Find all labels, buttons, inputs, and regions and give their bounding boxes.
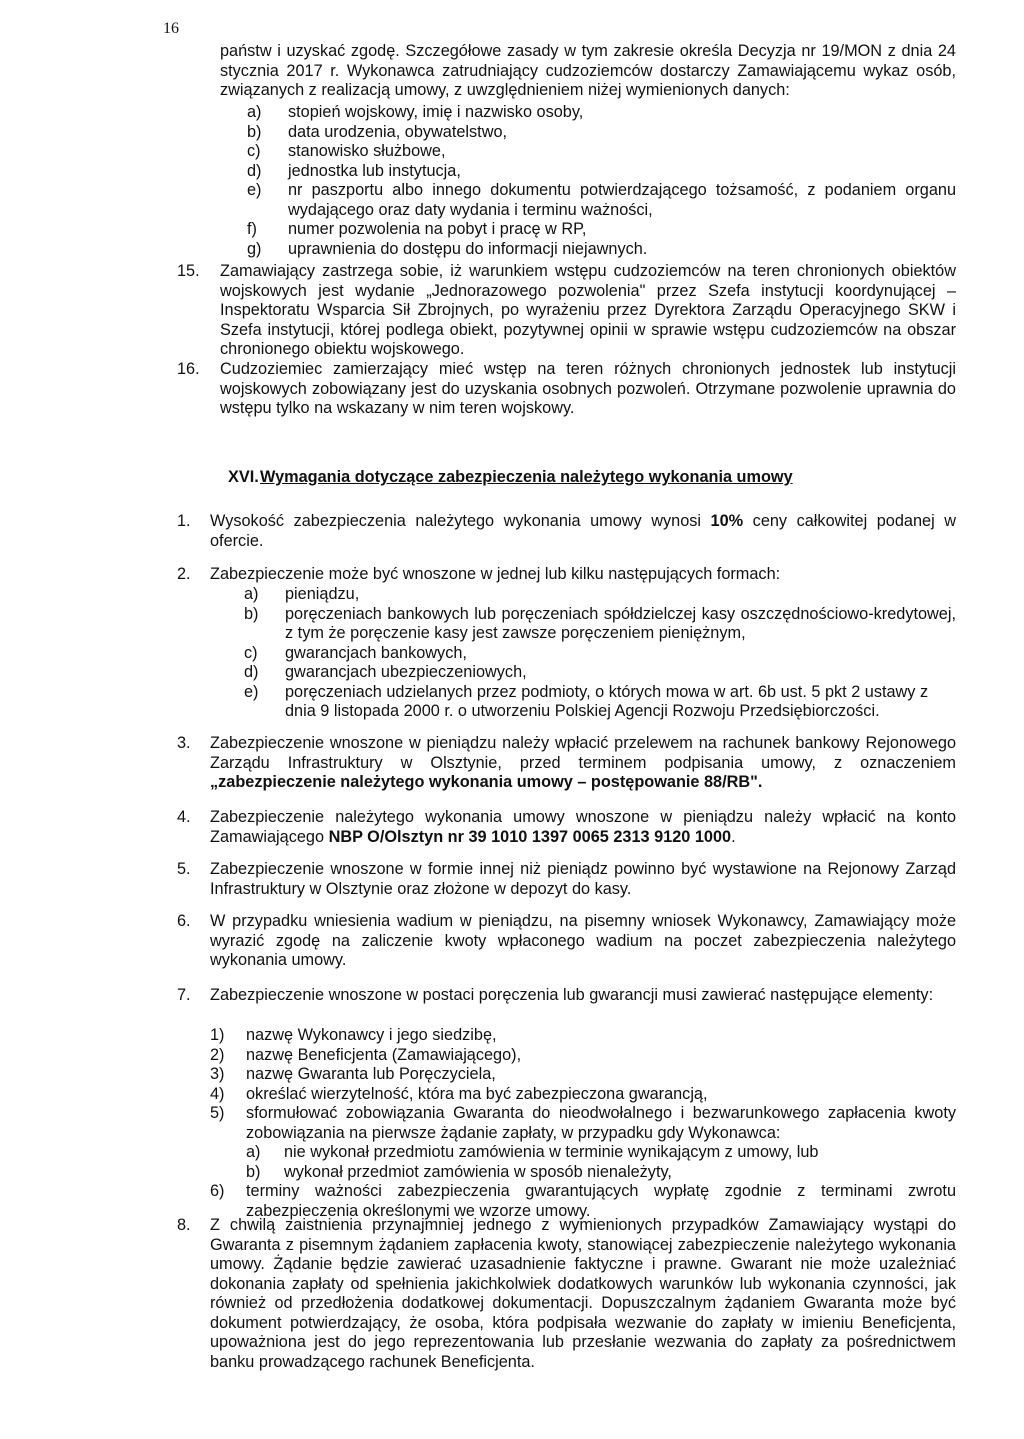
list-item: 5) sformułować zobowiązania Gwaranta do nieodwołalnego i bezwarunkowego zapłacenia kwoty zobowiązania na pierwsze żądanie zapłaty, w przypadku gdy Wykonawca: <box>210 1104 956 1142</box>
point-2: 2. Zabezpieczenie może być wnoszone w jednej lub kilku następujących formach: <box>177 565 781 583</box>
paragraph-16: 16. Cudzoziemiec zamierzający mieć wstęp na teren różnych chronionych jednostek lub instytucji wojskowych zobowiązany jest do uzyskania osobnych pozwoleń. Otrzymane pozwolenie uprawnia do wstępu tylko na wskazany w nim teren wojskowy. <box>177 360 956 417</box>
list-item: 3) nazwę Gwaranta lub Poręczyciela, <box>210 1065 496 1083</box>
point-7-list <box>210 1026 956 1221</box>
point-4: 4. Zabezpieczenie należytego wykonania umowy wnoszone w pieniądzu należy wpłacić na konto Zamawiającego NBP O/Olsztyn nr 39 1010 1397 0065 2313 9120 1000. <box>177 808 956 846</box>
list-item: 4) określać wierzytelność, która ma być zabezpieczona gwarancją, <box>210 1084 708 1103</box>
point-6: 6. W przypadku wniesienia wadium w pieniądzu, na pisemny wniosek Wykonawcy, Zamawiający może wyrazić zgodę na zaliczenie kwoty wpłaconego wadium na poczet zabezpieczenia należytego wykonania umowy. <box>177 912 956 969</box>
list-item: a) pieniądzu, <box>244 585 360 603</box>
point-2-list <box>244 585 956 722</box>
point-1: 1. Wysokość zabezpieczenia należytego wykonania umowy wynosi 10% ceny całkowitej podanej w ofercie. <box>177 512 956 550</box>
page-number: 16 <box>163 20 179 37</box>
list-item: d) jednostka lub instytucja, <box>247 161 461 180</box>
list-item: c) stanowisko służbowe, <box>247 142 446 160</box>
list-item: c) gwarancjach bankowych, <box>244 643 467 662</box>
point-8: 8. Z chwilą zaistnienia przynajmniej jednego z wymienionych przypadków Zamawiający wystąpi do Gwaranta z pisemnym żądaniem zapłacenia kwoty, stanowiącej zabezpieczenie należytego wykonania umowy. Żądanie będzie zawierać uzasadnienie faktyczne i prawne. Gwarant nie może uzależniać dokonania zapłaty od spełnienia jakichkolwiek dodatkowych warunków lub wykonania czynności, jak również od przedłożenia dodatkowej dokumentacji. Dopuszczalnym żądaniem Gwaranta może być dokument potwierdzający, że osoba, która podpisała wezwanie do zapłaty w imieniu Beneficjenta, upoważniona jest do jego reprezentowania lub przesłanie wezwania do zapłaty za pośrednictwem banku prowadzącego rachunek Beneficjenta. <box>177 1216 956 1371</box>
point-5: 5. Zabezpieczenie wnoszone w formie innej niż pieniądz powinno być wystawione na Rejonowy Zarząd Infrastruktury w Olsztynie oraz złożone w depozyt do kasy. <box>177 860 956 898</box>
paragraph-15: 15. Zamawiający zastrzega sobie, iż warunkiem wstępu cudzoziemców na teren chronionych obiektów wojskowych jest wydanie „Jednorazowego pozwolenia" przez Szefa instytucji koordynującej – Inspektoratu Wsparcia Sił Zbrojnych, po wyrażeniu przez Dyrektora Zarządu Operacyjnego SKW i Szefa instytucji, której podlega obiekt, pozytywnej opinii w sprawie wstępu cudzoziemców na obszar chronionego obiektu wojskowego. <box>177 262 956 358</box>
list-item: a) stopień wojskowy, imię i nazwisko osoby, <box>247 103 584 121</box>
list-item: f) numer pozwolenia na pobyt i pracę w RP, <box>247 220 587 238</box>
list-item: a) nie wykonał przedmiotu zamówienia w terminie wynikającym z umowy, lub <box>246 1143 819 1161</box>
list-item: e) nr paszportu albo innego dokumentu potwierdzającego tożsamość, z podaniem organu wydającego oraz daty wydania i terminu ważności, <box>247 181 956 219</box>
list-item: d) gwarancjach ubezpieczeniowych, <box>244 663 527 681</box>
point-3: 3. Zabezpieczenie wnoszone w pieniądzu należy wpłacić przelewem na rachunek bankowy Rejonowego Zarządu Infrastruktury w Olsztynie, przed terminem podpisania umowy, z oznaczeniem „zabezpieczenie należytego wykonania umowy – postępowanie 88/RB". <box>177 734 956 791</box>
sub-list <box>210 1143 956 1182</box>
list-item: b) wykonał przedmiot zamówienia w sposób nienależyty, <box>246 1162 672 1181</box>
list-item: g) uprawnienia do dostępu do informacji niejawnych. <box>247 239 648 258</box>
list-item: 1) nazwę Wykonawcy i jego siedzibę, <box>210 1026 497 1044</box>
list-item: e) poręczeniach udzielanych przez podmioty, o których mowa w art. 6b ust. 5 pkt 2 ustawy z dnia 9 listopada 2000 r. o utworzeniu Polskiej Agencji Rozwoju Przedsiębiorczości. <box>244 682 929 720</box>
list-item: b) data urodzenia, obywatelstwo, <box>247 122 508 141</box>
list-item: 2) nazwę Beneficjenta (Zamawiającego), <box>210 1045 522 1064</box>
intro-list <box>247 103 956 259</box>
list-item: 6) terminy ważności zabezpieczenia gwarantujących wypłatę zgodnie z terminami zwrotu zabezpieczenia określonymi we wzorze umowy. <box>210 1182 956 1220</box>
section-title: Wymagania dotyczące zabezpieczenia należytego wykonania umowy <box>260 468 793 486</box>
point-7: 7. Zabezpieczenie wnoszone w postaci poręczenia lub gwarancji musi zawierać następujące elementy: <box>177 986 934 1004</box>
section-number: XVI. <box>228 468 259 486</box>
intro-paragraph: państw i uzyskać zgodę. Szczegółowe zasady w tym zakresie określa Decyzja nr 19/MON z dnia 24 stycznia 2017 r. Wykonawca zatrudniający cudzoziemców dostarczy Zamawiającemu wykaz osób, związanych z realizacją umowy, z uwzględnieniem niżej wymienionych danych: <box>220 42 956 99</box>
list-item: b) poręczeniach bankowych lub poręczeniach spółdzielczej kasy oszczędnościowo-kredytowej, z tym że poręczenie kasy jest zawsze poręczeniem pieniężnym, <box>244 604 956 642</box>
